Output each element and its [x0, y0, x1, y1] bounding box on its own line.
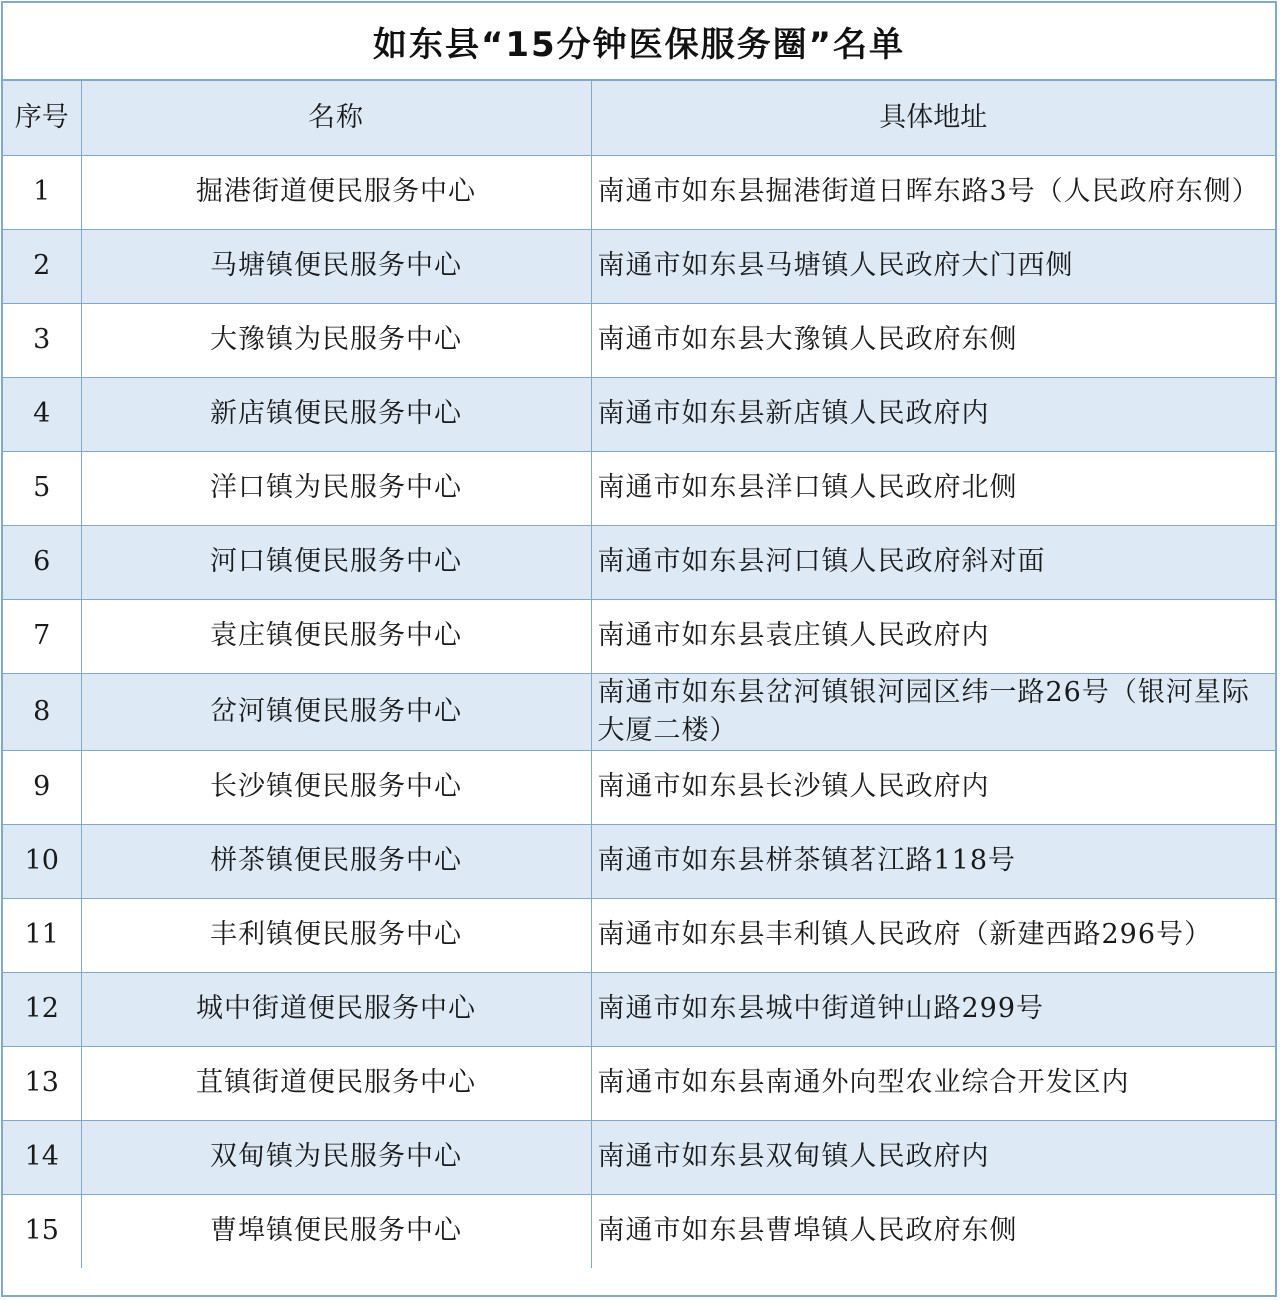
- row-name: 丰利镇便民服务中心: [81, 898, 591, 972]
- row-name: 掘港街道便民服务中心: [81, 155, 591, 229]
- row-name: 长沙镇便民服务中心: [81, 750, 591, 824]
- table-row: [3, 824, 1275, 898]
- table-row: [3, 1120, 1275, 1194]
- row-index: 15: [3, 1194, 81, 1268]
- row-index: 10: [3, 824, 81, 898]
- table-row: [3, 155, 1275, 229]
- row-name: 双甸镇为民服务中心: [81, 1120, 591, 1194]
- row-name: 曹埠镇便民服务中心: [81, 1194, 591, 1268]
- row-index: 6: [3, 525, 81, 599]
- service-center-table: [3, 81, 1275, 1268]
- table-row: [3, 898, 1275, 972]
- row-name: 袁庄镇便民服务中心: [81, 599, 591, 673]
- column-header-address: 具体地址: [591, 81, 1275, 155]
- row-address: 南通市如东县新店镇人民政府内: [591, 377, 1275, 451]
- row-address: 南通市如东县大豫镇人民政府东侧: [591, 303, 1275, 377]
- row-name: 马塘镇便民服务中心: [81, 229, 591, 303]
- row-name: 栟茶镇便民服务中心: [81, 824, 591, 898]
- table-row: [3, 377, 1275, 451]
- table-row: [3, 750, 1275, 824]
- row-index: 5: [3, 451, 81, 525]
- table-row: [3, 1194, 1275, 1268]
- row-index: 8: [3, 673, 81, 750]
- row-name: 城中街道便民服务中心: [81, 972, 591, 1046]
- row-index: 13: [3, 1046, 81, 1120]
- service-list-sheet: [1, 1, 1277, 1297]
- table-row: [3, 1046, 1275, 1120]
- row-address: 南通市如东县曹埠镇人民政府东侧: [591, 1194, 1275, 1268]
- row-address: 南通市如东县洋口镇人民政府北侧: [591, 451, 1275, 525]
- row-index: 7: [3, 599, 81, 673]
- row-address: 南通市如东县城中街道钟山路299号: [591, 972, 1275, 1046]
- table-row: [3, 599, 1275, 673]
- row-address: 南通市如东县双甸镇人民政府内: [591, 1120, 1275, 1194]
- row-address: 南通市如东县丰利镇人民政府（新建西路296号）: [591, 898, 1275, 972]
- column-header-name: 名称: [81, 81, 591, 155]
- row-index: 14: [3, 1120, 81, 1194]
- row-address: 南通市如东县河口镇人民政府斜对面: [591, 525, 1275, 599]
- row-address: 南通市如东县栟茶镇茗江路118号: [591, 824, 1275, 898]
- table-row: [3, 303, 1275, 377]
- row-index: 2: [3, 229, 81, 303]
- row-address: 南通市如东县袁庄镇人民政府内: [591, 599, 1275, 673]
- page-title: 如东县“15分钟医保服务圈”名单: [3, 3, 1275, 81]
- table-row: [3, 229, 1275, 303]
- row-index: 12: [3, 972, 81, 1046]
- column-header-index: 序号: [3, 81, 81, 155]
- row-address: 南通市如东县长沙镇人民政府内: [591, 750, 1275, 824]
- table-row: [3, 673, 1275, 750]
- row-index: 3: [3, 303, 81, 377]
- row-address: 南通市如东县南通外向型农业综合开发区内: [591, 1046, 1275, 1120]
- row-address: 南通市如东县掘港街道日晖东路3号（人民政府东侧）: [591, 155, 1275, 229]
- row-index: 1: [3, 155, 81, 229]
- row-address: 南通市如东县岔河镇银河园区纬一路26号（银河星际大厦二楼）: [591, 673, 1275, 750]
- table-row: [3, 525, 1275, 599]
- row-name: 岔河镇便民服务中心: [81, 673, 591, 750]
- row-index: 4: [3, 377, 81, 451]
- row-name: 洋口镇为民服务中心: [81, 451, 591, 525]
- row-name: 大豫镇为民服务中心: [81, 303, 591, 377]
- row-name: 苴镇街道便民服务中心: [81, 1046, 591, 1120]
- row-index: 11: [3, 898, 81, 972]
- row-name: 河口镇便民服务中心: [81, 525, 591, 599]
- row-index: 9: [3, 750, 81, 824]
- row-name: 新店镇便民服务中心: [81, 377, 591, 451]
- row-address: 南通市如东县马塘镇人民政府大门西侧: [591, 229, 1275, 303]
- table-header-row: [3, 81, 1275, 155]
- table-row: [3, 451, 1275, 525]
- table-row: [3, 972, 1275, 1046]
